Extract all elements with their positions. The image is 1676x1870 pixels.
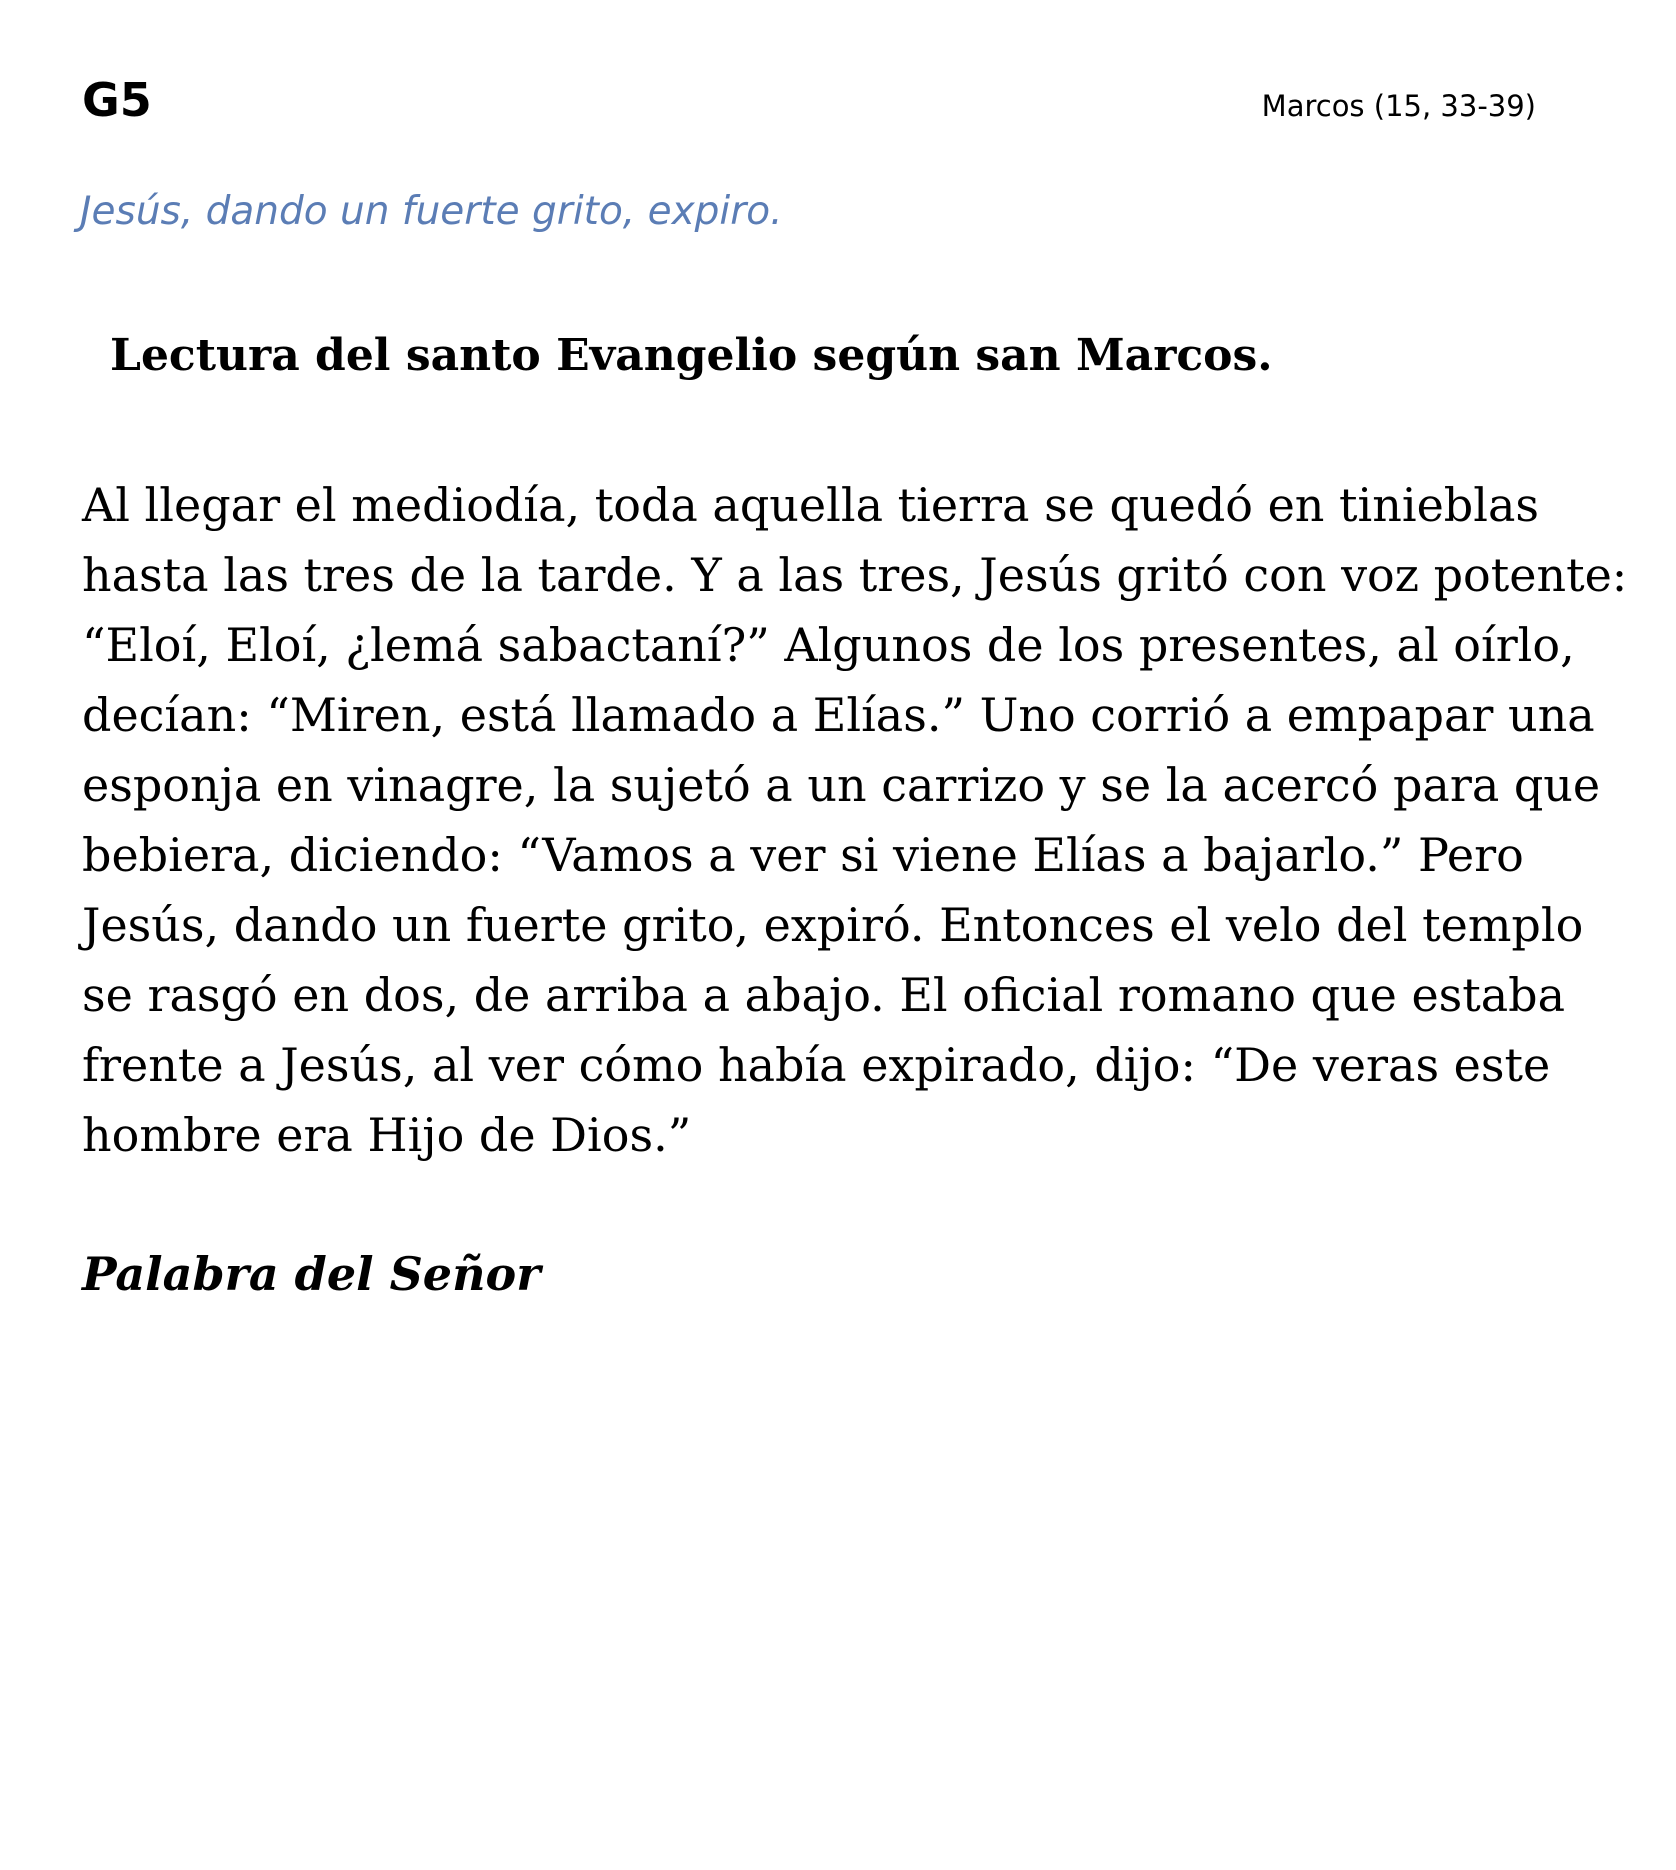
gospel-line: frente a Jesús, al ver cómo había expirado, dijo: “De veras este: [82, 1038, 1551, 1092]
reading-code: G5: [82, 73, 152, 127]
scripture-reference: Marcos (15, 33-39): [1261, 89, 1536, 123]
gospel-text: [82, 470, 1628, 1170]
closing-acclamation: Palabra del Señor: [82, 1247, 541, 1301]
gospel-line: se rasgó en dos, de arriba a abajo. El oficial romano que estaba: [82, 968, 1566, 1022]
gospel-line: hasta las tres de la tarde. Y a las tres, Jesús gritó con voz potente:: [82, 548, 1628, 602]
gospel-line: “Eloí, Eloí, ¿lemá sabactaní?” Algunos de los presentes, al oírlo,: [82, 618, 1575, 672]
gospel-line: Al llegar el mediodía, toda aquella tierra se quedó en tinieblas: [82, 478, 1539, 532]
gospel-line: decían: “Miren, está llamado a Elías.” Uno corrió a empapar una: [82, 688, 1595, 742]
gospel-line: Jesús, dando un fuerte grito, expiró. Entonces el velo del templo: [82, 898, 1584, 952]
gospel-line: hombre era Hijo de Dios.”: [82, 1108, 692, 1162]
reading-title: Lectura del santo Evangelio según san Marcos.: [110, 330, 1273, 381]
gospel-line: esponja en vinagre, la sujetó a un carrizo y se la acercó para que: [82, 758, 1601, 812]
gospel-line: bebiera, diciendo: “Vamos a ver si viene Elías a bajarlo.” Pero: [82, 828, 1524, 882]
reading-subtitle: Jesús, dando un fuerte grito, expiro.: [80, 189, 783, 234]
